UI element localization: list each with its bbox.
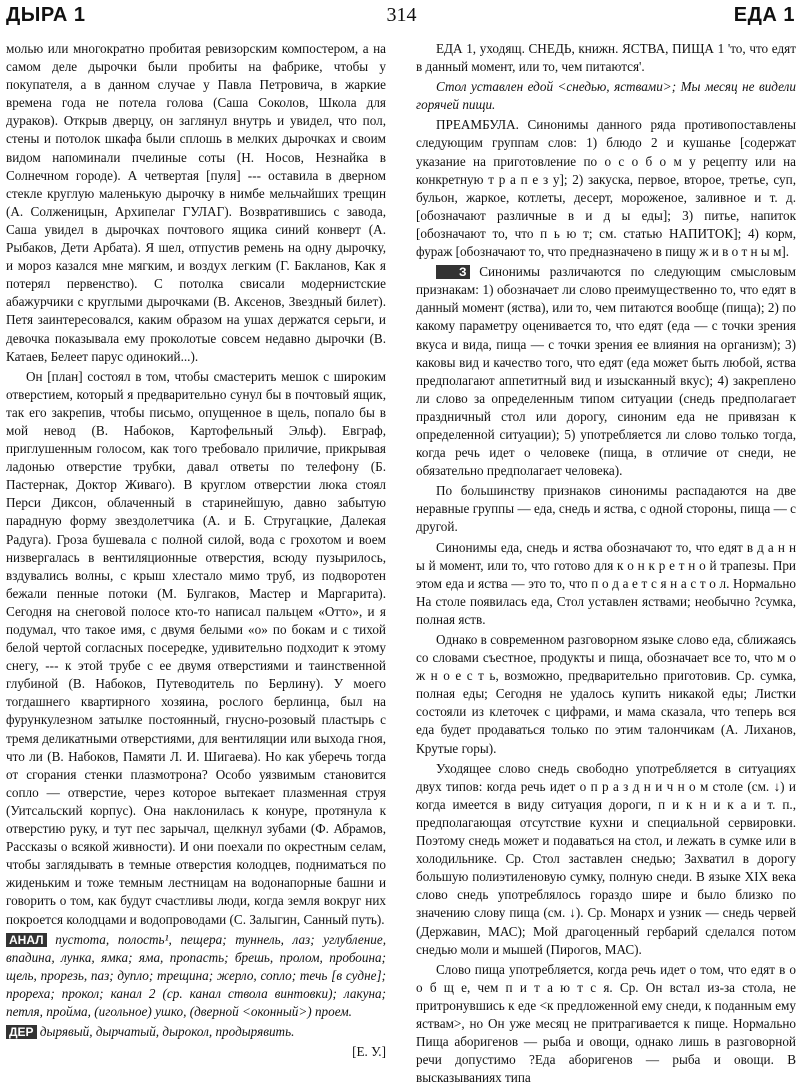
anal-text: пустота, полость¹, пещера; туннель, лаз; углубление, впадина, лунка, ямка; яма, пропасть; брешь, пролом, пробоина; щель, прорезь, паз; дупло; трещина; жерло, сопло; течь [в судне]; прореха; прокол; канал 2 (ср. канал ствола винтовки); лакуна; петля, пройма, (игольное) ушко, (дверной <оконный>) проем. [6, 931, 386, 1019]
page-number: 314 [386, 4, 417, 26]
z-section [416, 263, 796, 480]
paragraph-pishcha: Слово пища употребляется, когда речь идет о том, что едят в о о б щ е, чем п и т а ю т с я. Ср. Он встал из-за стола, не притронувшись к еде <к предложенной ему снеди, к поданным ему яствам>, но Он уже месяц не притрагивается к пище. Нормально Пища аборигенов — рыба и овощи, однако лишь в разговорной речи допустимо ?Еда аборигенов — рыба и овощи. В высказываниях типа [416, 961, 796, 1086]
der-section [6, 1023, 386, 1041]
header-left-entry: ДЫРА 1 [6, 4, 86, 26]
paragraph-dyrochki-examples: молью или многократно пробитая ревизорским компостером, а на самом деле дырочки были пробиты на фабрике, чтобы у покупателя, а в данном случае у Павла Петровича, в жаркие времена года не потела голова (Саша Соколов, Школа для дураков). Открыв дверцу, он заглянул внутрь и увидел, что пол, стены и потолок шкафа были сплошь в мелких дырочках и своим видом напоминали пчелиные соты (Н. Носов, Незнайка в Солнечном городе). А четвертая [пуля] --- оставила в дверном стекле круглую маленькую дырочку в нимбе мельчайших трещин (А. Солженицын, Архипелаг ГУЛАГ). Возвратившись с завода, Саша увидел в дырочках почтового ящика синий конверт (А. Рыбаков, Дети Арбата). Я шел, отпустив ремень на одну дырочку, и мороз казался мне мягким, и воздух легким (Г. Бакланов, Как я потерял первенство). С потолка свисали модернистские абажурчики с круглыми дырочками (В. Аксенов, Звездный билет). Петя заинтересовался, каким образом на ушах держатся серьги, и девочка показывала ему проколотые совсем недавно дырочки (В. Катаев, Белеет парус одинокий...). [6, 41, 386, 364]
paragraph-groups: По большинству признаков синонимы распадаются на две неравные группы — еда, снедь и яства, с одной стороны, пища — с другой. [416, 483, 796, 535]
z-text: Синонимы различаются по следующим смысловым признакам: 1) обозначает ли слово преимущественно то, что едят в данный момент (яства), или то, чем питаются вообще (пища); 2) по какому параметру оценивается то, что едят (еда — с точки зрения вкуса и вида, пища — с точки зрения ее влияния на организм); 3) каковы вид и качество того, что едят (еда может быть любой, яства предполагают аппетитный вид и изысканный вкус); 4) закреплено ли слово за определенным типом ситуации (снедь предполагает праздничный стол или дорогу, синоним еда не привязан к определенной ситуации); 5) употребляется ли слово только тогда, когда речь идет о человеке (пища, в отличие от снеди, не обязательно предполагает человека). [416, 264, 797, 479]
z-marker: З [436, 265, 470, 279]
paragraph-modern-usage: Однако в современном разговорном языке слово еда, сближаясь со словами съестное, продукты и пища, обозначает все то, что м о ж н о е с т ь, возможно, предварительно приготовив. Ср. сумка, полная еды; Сегодня не удалось купить никакой еды; Листки состояли из клеточек с цифрами, и мама сказала, что теперь вся еда будет продаваться только по этим талончикам (А. Лиханов, Крутые горы). [416, 632, 796, 756]
running-head [0, 0, 803, 40]
entry-example: Стол уставлен едой <снедью, яствами>; Мы месяц не видели горячей пищи. [416, 79, 796, 113]
paragraph-synonyms: Синонимы еда, снедь и яства обозначают то, что едят в д а н н ы й момент, или то, что готово для к о н к р е т н о й трапезы. При этом еда и яства — это то, что п о д а е т с я н а с т о л. Нормально На столе появилась еда, Стол уставлен яствами; необычно ?сумка, полная яств. [416, 539, 796, 627]
paragraph-sned: Уходящее слово снедь свободно употребляется в ситуациях двух типов: когда речь идет о п р а з д н и ч н о м столе (см. ↓) и когда имеется в виду ситуация дороги, п и к н и к а и т. п., предполагающая отсутствие кухни и специальной сервировки. Поэтому снедь может и подаваться на стол, и лежать в сумке или в холодильнике. Ср. Стол заставлен снедью; Захватил в дорогу большую полиэтиленовую сумку, полную снеди. В языке XIX века слово снедь употреблялось гораздо шире и было близко по значению слову пища (см. ↓). Ср. Монарх и узник — снедь червей (Державин, МАС); Мой драгоценный гербарий сделался потом снедью моли и мышей (Пирогов, МАС). [416, 760, 796, 957]
entry-headline: ЕДА 1, уходящ. СНЕДЬ, книжн. ЯСТВА, ПИЩА 1 'то, что едят в данный момент, или то, чем питаются'. [416, 41, 796, 75]
paragraph-otverstie-examples: Он [план] состоял в том, чтобы смастерить мешок с широким отверстием, который я предварительно сунул бы в почтовый ящик, так его закрепив, чтобы письмо, опущенное в щель, попало бы в мой невод (В. Набоков, Картофельный Эльф). Евграф, приглушенным голосом, как того требовало приличие, прикрывая ладонью отверстие трубки, давал ответы по телефону (Б. Пастернак, Доктор Живаго). В круглом отверстии люка стоял Перси Диксон, облаченный в старинейшую, давно забытую парадную форму звездолетчика (А. и Б. Стругацкие, Далекая Радуга). Гроза бушевала с полной силой, вода с грохотом и воем низвергалась в вентиляционные отверстия, всюду пузырилось, вздувались волны, с крыш хлестало мимо труб, из подворотен бежали пенные потоки (М. Булгаков, Мастер и Маргарита). Сегодня на снеговой полосе кто-то написал пальцем «Отто», и я подумал, что такое имя, с двумя белыми «о» по бокам и с тихой белой чертой согласных посередке, удивительно подходит к этому снегу, --- к этой трубе с ее двумя отверстиями и таинственной глубиной (В. Набоков, Путеводитель по Берлину). У моего тогдашнего квартирного хозяина, рослого берлинца, был на фурункулезном затылке постоянный, гнусно-розовый пластырь с тремя деликатными отверстиями, для вентиляции или выхода гноя, что ли (В. Набоков, Памяти Л. И. Шигаева). Но как уберечь тогда от сгорания стенки плазмотрона? Особо уязвимым становится сопло — отверстие, через которое вытекает плазменная струя (Уитсальский корпус). Она наклонилась к конуре, протянула к отверстию руку, и тут пес зарычал, щелкнул зубами (Ф. Абрамов, Рассказы о всякой живности). И они поехали по окрестным селам, чтобы заглядывать в темные отверстия колодцев, подниматься по жиденьким и тоже темным лестницам на водонапорные башни и говорить о том, как будут счастливы люди, когда земля вокруг них покроется колодцами и водопроводами (С. Залыгин, Санный путь). [6, 368, 386, 927]
der-text: дырявый, дырчатый, дырокол, продырявить. [39, 1024, 295, 1040]
header-right-entry: ЕДА 1 [733, 4, 795, 26]
der-marker: ДЕР [6, 1025, 37, 1039]
anal-marker: АНАЛ [6, 933, 47, 947]
author-signature: [Е. У.] [352, 1044, 386, 1060]
right-column [416, 40, 797, 1086]
preamble-paragraph: ПРЕАМБУЛА. Синонимы данного ряда противопоставлены следующим группам слов: 1) блюдо 2 и кушанье [содержат указание на приготовление по о с о б о м у рецепту или на конкретную т р а п е з у]; 2) закуска, первое, второе, третье, суп, бульон, жаркое, котлеты, десерт, мороженое, заливное и т. д. [обозначают различные в и д ы еды]; 3) питье, напиток [обозначают то, что п ь ю т; см. статью НАПИТОК]; 4) корм, фураж [обозначают то, что предназначено в пищу ж и в о т н ы м]. [416, 117, 796, 260]
anal-section [6, 931, 386, 1021]
left-column [6, 40, 386, 1060]
